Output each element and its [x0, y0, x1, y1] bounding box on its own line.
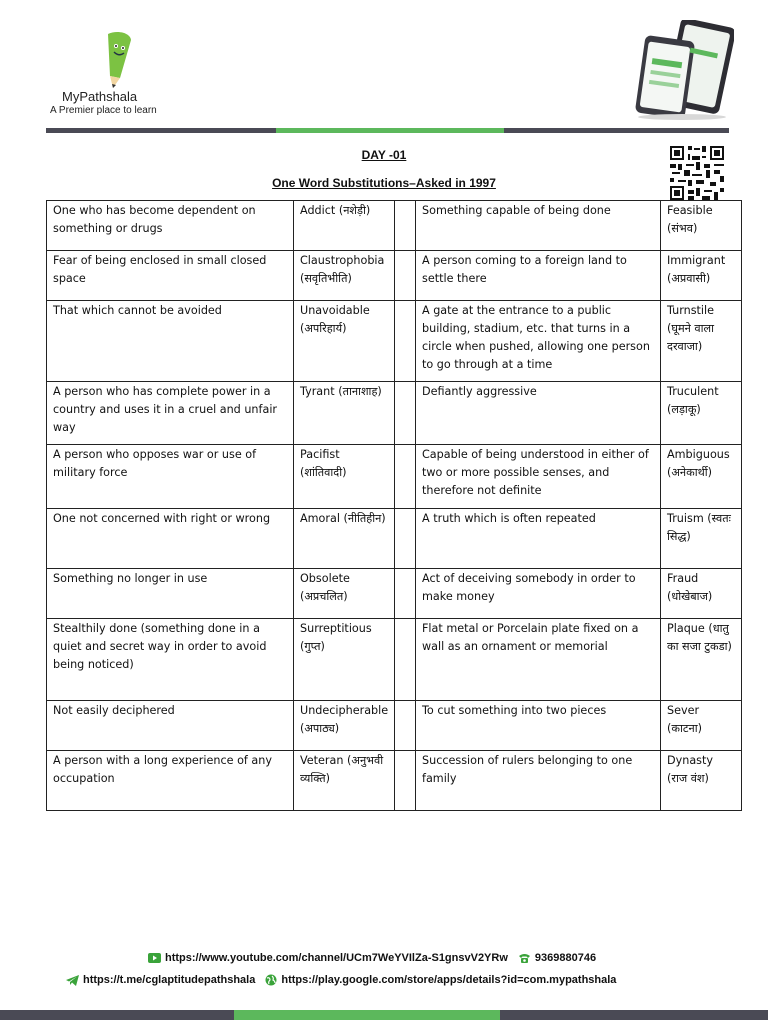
table-row	[47, 201, 742, 251]
spacer-cell	[395, 382, 416, 445]
youtube-link[interactable]: https://www.youtube.com/channel/UCm7WeYVIlZa-S1gnsvV2YRw	[165, 952, 508, 965]
word-cell: Obsolete (अप्रचलित)	[294, 569, 395, 619]
word-cell: Immigrant (अप्रवासी)	[661, 251, 742, 301]
description-cell: A person who has complete power in a country and uses it in a cruel and unfair way	[47, 382, 294, 445]
description-cell: Flat metal or Porcelain plate fixed on a wall as an ornament or memorial	[416, 619, 661, 701]
description-cell: Fear of being enclosed in small closed space	[47, 251, 294, 301]
word-cell: Truism (स्वतः सिद्ध)	[661, 509, 742, 569]
qr-code-icon	[670, 146, 724, 200]
footer-line-1	[148, 952, 596, 964]
word-cell: Feasible (संभव)	[661, 201, 742, 251]
spacer-cell	[395, 701, 416, 751]
spacer-cell	[395, 445, 416, 509]
description-cell: Not easily deciphered	[47, 701, 294, 751]
spacer-cell	[395, 251, 416, 301]
table-row	[47, 251, 742, 301]
phone-number[interactable]: 9369880746	[534, 952, 597, 965]
description-cell: Something no longer in use	[47, 569, 294, 619]
word-cell: Pacifist (शांतिवादी)	[294, 445, 395, 509]
spacer-cell	[395, 201, 416, 251]
description-cell: To cut something into two pieces	[416, 701, 661, 751]
spacer-cell	[395, 619, 416, 701]
footer-divider-accent	[234, 1010, 500, 1020]
day-title: DAY -01	[361, 148, 407, 162]
spacer-cell	[395, 569, 416, 619]
table-row	[47, 509, 742, 569]
word-cell: Surreptitious (गुप्त)	[294, 619, 395, 701]
description-cell: One who has become dependent on something or drugs	[47, 201, 294, 251]
description-cell: Act of deceiving somebody in order to make money	[416, 569, 661, 619]
table-row	[47, 569, 742, 619]
description-cell: Something capable of being done	[416, 201, 661, 251]
description-cell: Defiantly aggressive	[416, 382, 661, 445]
globe-icon	[265, 974, 277, 986]
description-cell: Succession of rulers belonging to one family	[416, 751, 661, 811]
description-cell: A person who opposes war or use of military force	[47, 445, 294, 509]
description-cell: That which cannot be avoided	[47, 301, 294, 382]
spacer-cell	[395, 509, 416, 569]
description-cell: A person with a long experience of any occupation	[47, 751, 294, 811]
word-cell: Addict (नशेड़ी)	[294, 201, 395, 251]
telegram-link[interactable]: https://t.me/cglaptitudepathshala	[83, 974, 256, 987]
brand-tagline: A Premier place to learn	[50, 105, 157, 116]
word-cell: Plaque (धातु का सजा टुकडा)	[661, 619, 742, 701]
playstore-link[interactable]: https://play.google.com/store/apps/details?id=com.mypathshala	[281, 974, 617, 987]
word-cell: Dynasty (राज वंश)	[661, 751, 742, 811]
brand-name: MyPathshala	[62, 89, 138, 104]
table-row	[47, 382, 742, 445]
footer-line-2	[66, 974, 616, 986]
table-row	[47, 619, 742, 701]
word-cell: Unavoidable (अपरिहार्य)	[294, 301, 395, 382]
word-cell: Tyrant (तानाशाह)	[294, 382, 395, 445]
page-subtitle: One Word Substitutions–Asked in 1997	[272, 176, 496, 190]
word-cell: Turnstile (घूमने वाला दरवाजा)	[661, 301, 742, 382]
word-cell: Truculent (लड़ाकू)	[661, 382, 742, 445]
phone-mockup-icon	[632, 20, 734, 120]
telephone-icon	[518, 953, 531, 964]
word-cell: Veteran (अनुभवी व्यक्ति)	[294, 751, 395, 811]
description-cell: A gate at the entrance to a public building, stadium, etc. that turns in a circle when pushed, allowing one person to go through at a time	[416, 301, 661, 382]
telegram-icon	[66, 975, 79, 986]
table-row	[47, 301, 742, 382]
spacer-cell	[395, 751, 416, 811]
youtube-icon	[148, 953, 161, 963]
word-cell: Ambiguous (अनेकार्थी)	[661, 445, 742, 509]
description-cell: A truth which is often repeated	[416, 509, 661, 569]
description-cell: Capable of being understood in either of two or more possible senses, and therefore not definite	[416, 445, 661, 509]
word-cell: Claustrophobia (सवृतिभीति)	[294, 251, 395, 301]
word-cell: Sever (काटना)	[661, 701, 742, 751]
word-cell: Amoral (नीतिहीन)	[294, 509, 395, 569]
description-cell: One not concerned with right or wrong	[47, 509, 294, 569]
spacer-cell	[395, 301, 416, 382]
description-cell: A person coming to a foreign land to settle there	[416, 251, 661, 301]
table-row	[47, 751, 742, 811]
header-divider-accent	[276, 128, 504, 133]
table-row	[47, 445, 742, 509]
word-table	[46, 200, 742, 811]
word-cell: Fraud (धोखेबाज)	[661, 569, 742, 619]
pencil-logo-icon	[96, 30, 136, 90]
description-cell: Stealthily done (something done in a quiet and secret way in order to avoid being noticed)	[47, 619, 294, 701]
table-row	[47, 701, 742, 751]
word-cell: Undecipherable (अपाठ्य)	[294, 701, 395, 751]
